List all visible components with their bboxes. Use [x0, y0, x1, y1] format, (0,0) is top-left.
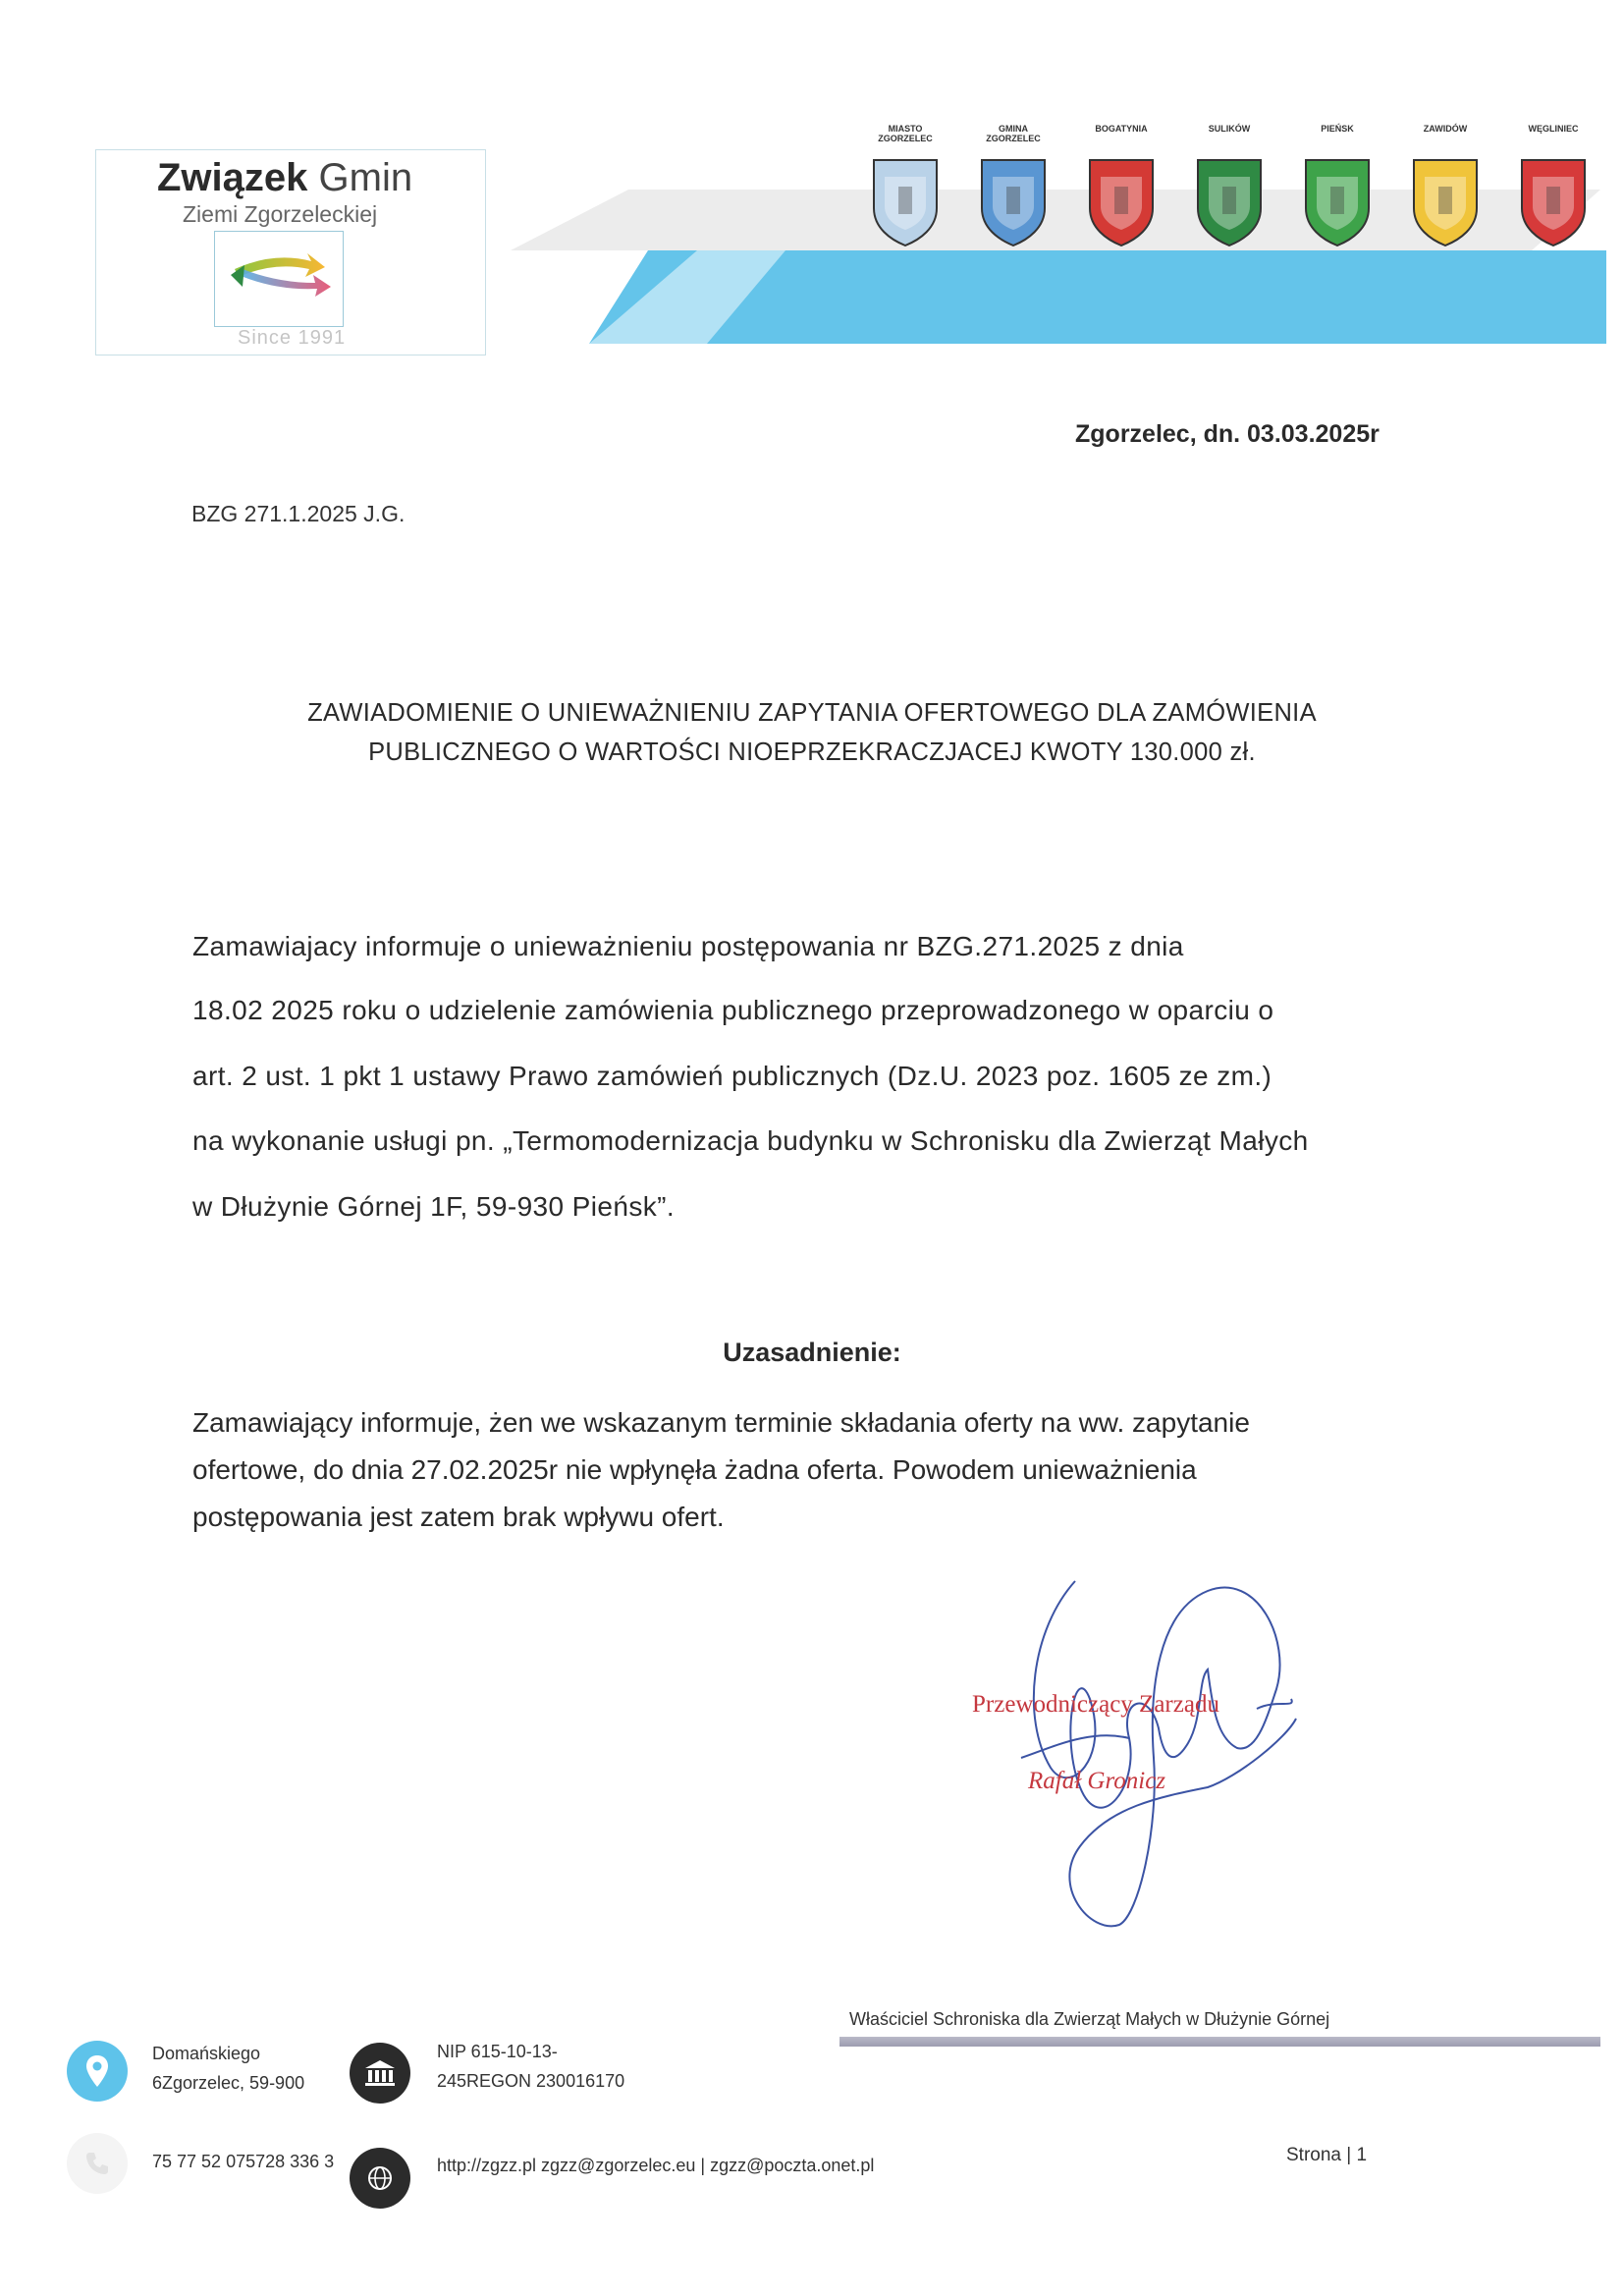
notice-title-line-2: PUBLICZNEGO O WARTOŚCI NIOEPRZEKRACZJACEJ KWOTY 130.000 zł. [368, 738, 1256, 766]
coat-of-arms-label [1185, 124, 1273, 134]
coat-of-arms-zgorzelec-city-icon [871, 157, 940, 247]
coat-label-line-2: ZGORZELEC [986, 134, 1041, 143]
coat-label-line-1: SULIKÓW [1208, 124, 1251, 134]
owner-line: Właściciel Schroniska dla Zwierząt Małych w Dłużynie Górnej [849, 2009, 1330, 2029]
coat-of-arms-label [1509, 124, 1597, 134]
coat-label-line-1: GMINA [999, 124, 1028, 134]
address-line-2: 6Zgorzelec, 59-900 [152, 2073, 305, 2093]
coat-of-arms-sulikow-icon [1195, 157, 1264, 247]
coat-of-arms-zgorzelec-commune-icon [979, 157, 1048, 247]
coat-of-arms-label [1077, 124, 1165, 134]
address-line-1: Domańskiego [152, 2044, 261, 2063]
coat-label-line-1: BOGATYNIA [1095, 124, 1148, 134]
coat-label-line-1: WĘGLINIEC [1528, 124, 1579, 134]
justification-heading: Uzasadnienie: [723, 1338, 901, 1367]
coat-of-arms-zawidow-icon [1411, 157, 1480, 247]
association-logo [95, 149, 486, 355]
phone-number: 75 77 52 075728 336 3 [152, 2152, 335, 2171]
signature-icon [962, 1542, 1316, 1935]
reference-number: BZG 271.1.2025 J.G. [191, 501, 406, 526]
coat-of-arms-label [1293, 124, 1381, 134]
coat-of-arms-bogatynia-icon [1087, 157, 1156, 247]
footer-divider [839, 2037, 1600, 2047]
justification-line-1: Zamawiający informuje, żen we wskazanym terminie składania oferty na ww. zapytanie [192, 1407, 1250, 1438]
body-line-3: art. 2 ust. 1 pkt 1 ustawy Prawo zamówień publicznych (Dz.U. 2023 poz. 1605 ze zm.) [192, 1061, 1272, 1091]
coat-label-line-2: ZGORZELEC [878, 134, 933, 143]
logo-since: Since 1991 [238, 327, 347, 349]
logo-title-light: Gmin [318, 156, 413, 199]
nip-line-2: 245REGON 230016170 [437, 2071, 625, 2091]
page-number: Strona | 1 [1286, 2145, 1368, 2165]
globe-icon [350, 2148, 410, 2209]
phone-icon [67, 2133, 128, 2194]
coat-label-line-1: PIEŃSK [1321, 124, 1354, 134]
logo-subtitle: Ziemi Zgorzeleckiej [183, 201, 378, 227]
body-line-4: na wykonanie usługi pn. „Termomodernizacja budynku w Schronisku dla Zwierząt Małych [192, 1125, 1309, 1156]
justification-line-2: ofertowe, do dnia 27.02.2025r nie wpłynęła żadna oferta. Powodem unieważnienia [192, 1454, 1197, 1485]
coat-label-line-1: ZAWIDÓW [1423, 124, 1468, 134]
coat-of-arms-wegliniec-icon [1519, 157, 1588, 247]
arrows-logo-icon [214, 231, 344, 327]
web-and-email: http://zgzz.pl zgzz@zgorzelec.eu | zgzz@poczta.onet.pl [437, 2156, 875, 2175]
coat-of-arms-label [969, 124, 1057, 143]
nip-line-1: NIP 615-10-13- [437, 2042, 558, 2061]
coat-label-line-1: MIASTO [888, 124, 923, 134]
coat-of-arms-label [1401, 124, 1489, 134]
body-line-5: w Dłużynie Górnej 1F, 59-930 Pieńsk”. [192, 1191, 676, 1222]
logo-title [157, 156, 412, 200]
letter-date: Zgorzelec, dn. 03.03.2025r [1075, 420, 1380, 448]
location-pin-icon [67, 2041, 128, 2102]
logo-title-bold: Związek [157, 156, 308, 199]
justification-line-3: postępowania jest zatem brak wpływu ofert. [192, 1502, 725, 1532]
notice-title-line-1: ZAWIADOMIENIE O UNIEWAŻNIENIU ZAPYTANIA OFERTOWEGO DLA ZAMÓWIENIA [307, 699, 1317, 727]
coat-of-arms-label [861, 124, 949, 143]
coat-of-arms-piensk-icon [1303, 157, 1372, 247]
stamp-position: Przewodniczący Zarządu [972, 1691, 1219, 1718]
stamp-name: Rafał Gronicz [1028, 1768, 1166, 1794]
bank-building-icon [350, 2043, 410, 2104]
body-line-2: 18.02 2025 roku o udzielenie zamówienia publicznego przeprowadzonego w oparciu o [192, 995, 1274, 1025]
body-line-1: Zamawiajacy informuje o unieważnieniu postępowania nr BZG.271.2025 z dnia [192, 931, 1184, 961]
